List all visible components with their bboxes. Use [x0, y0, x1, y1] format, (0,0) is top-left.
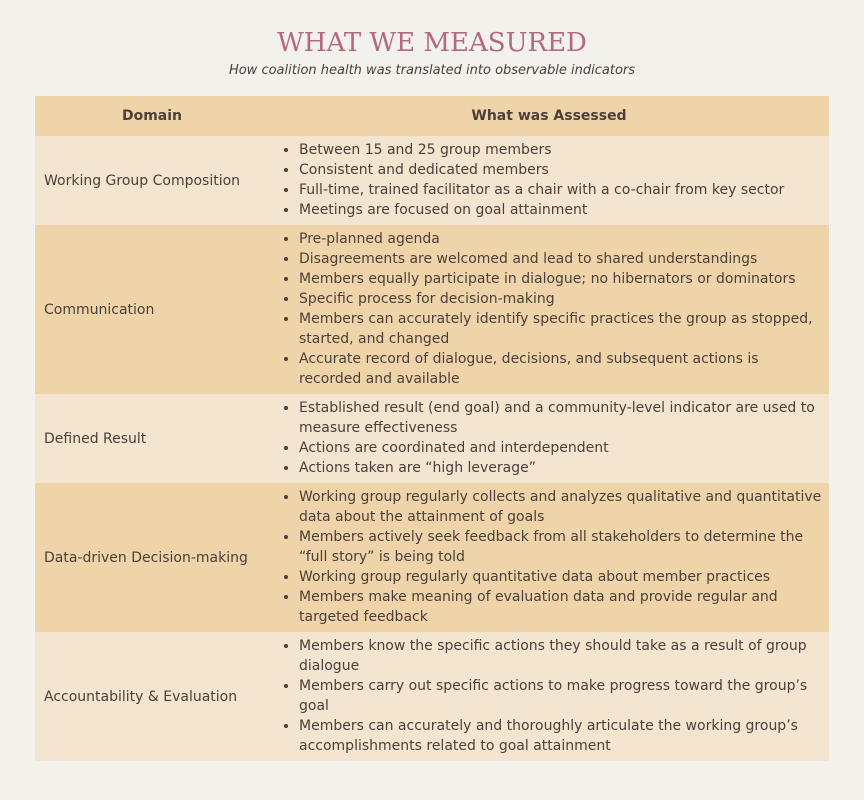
- assessed-cell: [269, 483, 829, 632]
- page-title: WHAT WE MEASURED: [277, 28, 587, 58]
- assessed-cell: [269, 394, 829, 483]
- criteria-list: [269, 487, 823, 627]
- criteria-list: [269, 398, 823, 478]
- domain-cell: Communication: [35, 225, 269, 394]
- column-header-domain: Domain: [35, 96, 269, 136]
- table-row: [35, 136, 829, 225]
- domain-cell: Defined Result: [35, 394, 269, 483]
- criteria-item: • Members make meaning of evaluation data and provide regular and targeted feedback: [299, 587, 823, 627]
- criteria-item: • Actions are coordinated and interdependent: [299, 438, 823, 458]
- domain-cell: Accountability & Evaluation: [35, 632, 269, 761]
- criteria-item: • Accurate record of dialogue, decisions, and subsequent actions is recorded and available: [299, 349, 823, 389]
- criteria-item: • Disagreements are welcomed and lead to shared understandings: [299, 249, 823, 269]
- assessed-cell: [269, 632, 829, 761]
- criteria-item: • Members equally participate in dialogue; no hibernators or dominators: [299, 269, 823, 289]
- criteria-item: • Actions taken are “high leverage”: [299, 458, 823, 478]
- criteria-list: [269, 140, 823, 220]
- table-row: [35, 632, 829, 761]
- assessed-cell: [269, 225, 829, 394]
- domain-cell: Working Group Composition: [35, 136, 269, 225]
- criteria-item: • Pre-planned agenda: [299, 229, 823, 249]
- criteria-item: • Between 15 and 25 group members: [299, 140, 823, 160]
- domain-cell: Data-driven Decision-making: [35, 483, 269, 632]
- criteria-item: • Members can accurately and thoroughly articulate the working group’s accomplishments related to goal attainment: [299, 716, 823, 756]
- criteria-item: • Consistent and dedicated members: [299, 160, 823, 180]
- criteria-item: • Members actively seek feedback from all stakeholders to determine the “full story” is being told: [299, 527, 823, 567]
- criteria-item: • Working group regularly quantitative data about member practices: [299, 567, 823, 587]
- measures-table: [35, 96, 829, 761]
- criteria-item: • Members can accurately identify specific practices the group as stopped, started, and changed: [299, 309, 823, 349]
- page-subtitle: How coalition health was translated into observable indicators: [228, 63, 636, 78]
- criteria-item: • Full-time, trained facilitator as a chair with a co-chair from key sector: [299, 180, 823, 200]
- criteria-item: • Specific process for decision-making: [299, 289, 823, 309]
- criteria-item: • Members carry out specific actions to make progress toward the group’s goal: [299, 676, 823, 716]
- criteria-item: • Members know the specific actions they should take as a result of group dialogue: [299, 636, 823, 676]
- criteria-item: • Working group regularly collects and analyzes qualitative and quantitative data about the attainment of goals: [299, 487, 823, 527]
- table-row: [35, 225, 829, 394]
- table-row: [35, 483, 829, 632]
- assessed-cell: [269, 136, 829, 225]
- table-header-row: [35, 96, 829, 136]
- table-row: [35, 394, 829, 483]
- criteria-item: • Established result (end goal) and a community-level indicator are used to measure effectiveness: [299, 398, 823, 438]
- criteria-item: • Meetings are focused on goal attainment: [299, 200, 823, 220]
- criteria-list: [269, 636, 823, 756]
- criteria-list: [269, 229, 823, 389]
- column-header-assessed: What was Assessed: [269, 96, 829, 136]
